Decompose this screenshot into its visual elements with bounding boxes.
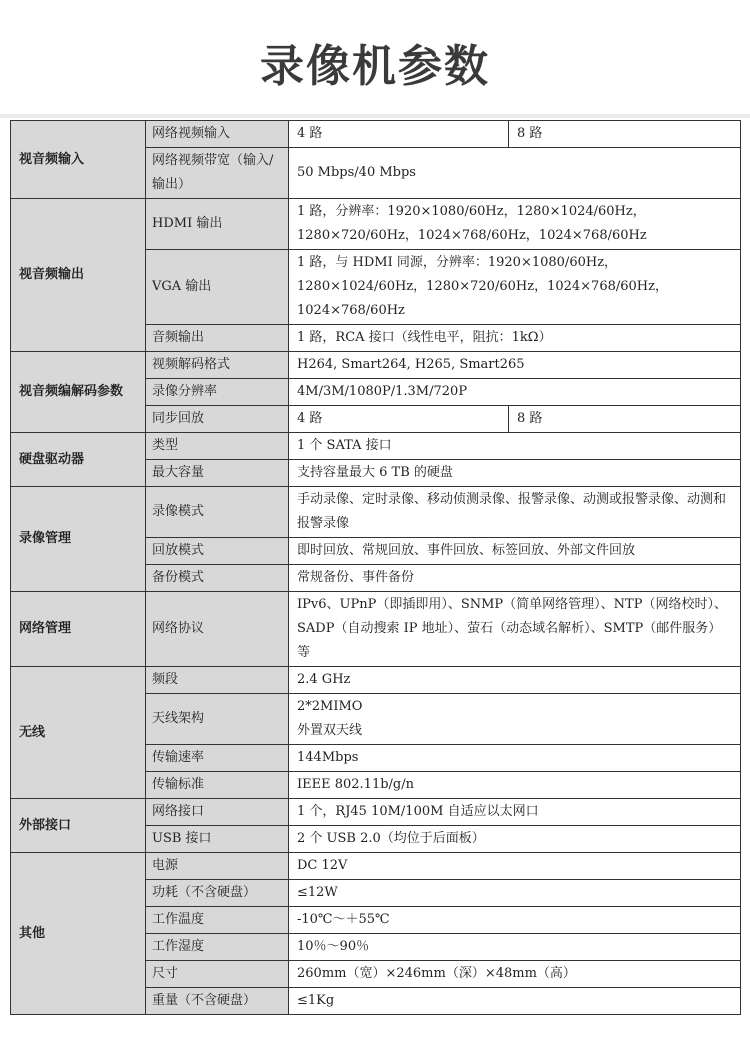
spec-value: IPv6、UPnP（即插即用）、SNMP（简单网络管理）、NTP（网络校时）、SADP（自动搜索 IP 地址）、萤石（动态域名解析）、SMTP（邮件服务）等 [289,592,741,667]
spec-row [11,121,741,148]
spec-label: 同步回放 [146,406,289,433]
spec-value: 2.4 GHz [289,667,741,694]
spec-label: 网络接口 [146,799,289,826]
spec-row [11,853,741,880]
page-title: 录像机参数 [260,41,490,92]
spec-label: 最大容量 [146,460,289,487]
spec-value: 1 个 SATA 接口 [289,433,741,460]
spec-value: 1 路，与 HDMI 同源，分辨率：1920×1080/60Hz，1280×1024/60Hz，1280×720/60Hz，1024×768/60Hz，1024×768/60Hz [289,250,741,325]
spec-value: -10℃～＋55℃ [289,907,741,934]
section-category: 网络管理 [11,592,146,667]
spec-value: H264, Smart264, H265, Smart265 [289,352,741,379]
section-category: 视音频编解码参数 [11,352,146,433]
spec-value: 4 路 [289,121,509,148]
spec-label: VGA 输出 [146,250,289,325]
spec-value: 260mm（宽）×246mm（深）×48mm（高） [289,961,741,988]
spec-value: 支持容量最大 6 TB 的硬盘 [289,460,741,487]
spec-value: IEEE 802.11b/g/n [289,772,741,799]
section-category: 视音频输入 [11,121,146,199]
spec-label: 功耗（不含硬盘） [146,880,289,907]
spec-value: 4 路 [289,406,509,433]
spec-label: 传输速率 [146,745,289,772]
spec-label: 录像分辨率 [146,379,289,406]
spec-label: 天线架构 [146,694,289,745]
spec-value: ≤1Kg [289,988,741,1015]
spec-label: 网络视频带宽（输入/输出） [146,148,289,199]
spec-row [11,799,741,826]
spec-label: 重量（不含硬盘） [146,988,289,1015]
spec-label: 录像模式 [146,487,289,538]
spec-value: ≤12W [289,880,741,907]
spec-value: 10％～90％ [289,934,741,961]
spec-row [11,592,741,667]
spec-value: 1 路，RCA 接口（线性电平，阻抗：1kΩ） [289,325,741,352]
spec-row [11,199,741,250]
title-divider [0,114,750,118]
spec-table-container [10,120,740,1015]
section-category: 无线 [11,667,146,799]
spec-row [11,352,741,379]
spec-table-body [11,121,741,1015]
spec-value: DC 12V [289,853,741,880]
spec-row [11,433,741,460]
spec-label: 频段 [146,667,289,694]
spec-value: 2*2MIMO 外置双天线 [289,694,741,745]
spec-label: HDMI 输出 [146,199,289,250]
spec-row [11,487,741,538]
spec-label: 工作温度 [146,907,289,934]
spec-value: 4M/3M/1080P/1.3M/720P [289,379,741,406]
spec-value: 2 个 USB 2.0（均位于后面板） [289,826,741,853]
spec-value: 即时回放、常规回放、事件回放、标签回放、外部文件回放 [289,538,741,565]
spec-table [10,120,741,1015]
spec-label: 网络协议 [146,592,289,667]
section-category: 视音频输出 [11,199,146,352]
spec-row [11,667,741,694]
spec-label: 网络视频输入 [146,121,289,148]
spec-value: 50 Mbps/40 Mbps [289,148,741,199]
section-category: 硬盘驱动器 [11,433,146,487]
spec-value: 1 个，RJ45 10M/100M 自适应以太网口 [289,799,741,826]
spec-label: USB 接口 [146,826,289,853]
spec-label: 传输标准 [146,772,289,799]
spec-value: 手动录像、定时录像、移动侦测录像、报警录像、动测或报警录像、动测和报警录像 [289,487,741,538]
section-category: 录像管理 [11,487,146,592]
spec-value: 144Mbps [289,745,741,772]
spec-label: 电源 [146,853,289,880]
section-category: 外部接口 [11,799,146,853]
spec-value: 1 路，分辨率：1920×1080/60Hz，1280×1024/60Hz，1280×720/60Hz，1024×768/60Hz，1024×768/60Hz [289,199,741,250]
spec-label: 备份模式 [146,565,289,592]
spec-label: 音频输出 [146,325,289,352]
spec-label: 类型 [146,433,289,460]
spec-value: 常规备份、事件备份 [289,565,741,592]
spec-label: 工作湿度 [146,934,289,961]
spec-value: 8 路 [509,406,741,433]
section-category: 其他 [11,853,146,1015]
spec-label: 回放模式 [146,538,289,565]
spec-value: 8 路 [509,121,741,148]
spec-label: 视频解码格式 [146,352,289,379]
spec-label: 尺寸 [146,961,289,988]
